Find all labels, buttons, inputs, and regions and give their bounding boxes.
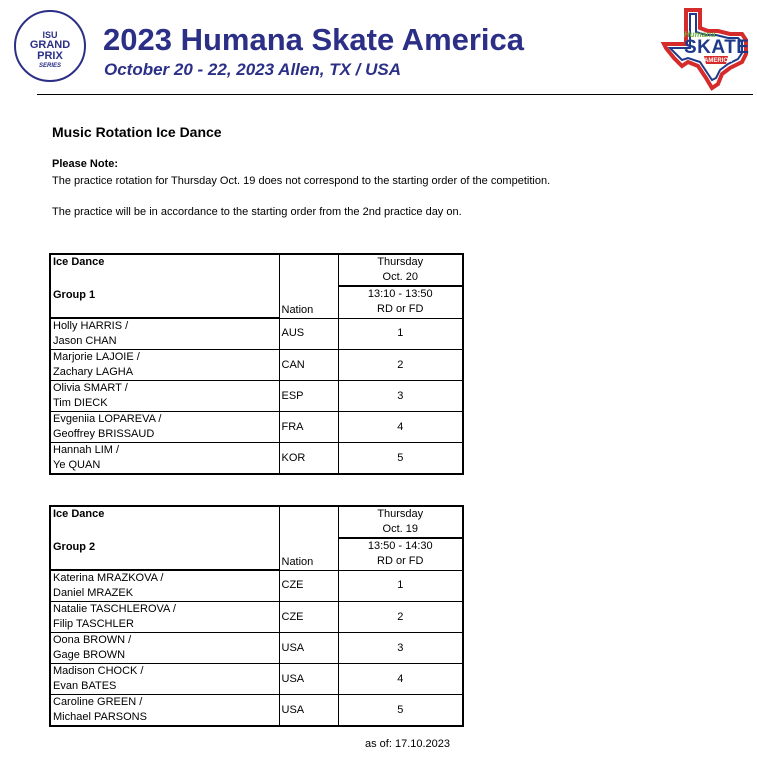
isu-logo-line1: ISU: [42, 30, 58, 40]
isu-logo-line2: GRAND: [29, 39, 71, 51]
partner-2: Daniel MRAZEK: [53, 587, 134, 599]
partner-1: Oona BROWN /: [53, 634, 132, 646]
event-subtitle: October 20 - 22, 2023 Allen, TX / USA: [104, 60, 401, 79]
partner-1: Madison CHOCK /: [53, 665, 144, 677]
skate-america-logo: [658, 4, 756, 92]
practice-day: Thursday: [377, 508, 424, 520]
practice-date: Oct. 19: [382, 523, 418, 535]
partner-1: Caroline GREEN /: [53, 696, 143, 708]
practice-time-cell: [338, 538, 463, 570]
partner-1: Holly HARRIS /: [53, 320, 129, 332]
table-row: [50, 350, 463, 381]
discipline-label: Ice Dance: [53, 508, 105, 520]
sponsor-humana: Humana: [684, 30, 716, 39]
practice-day: Thursday: [377, 256, 424, 268]
team-nation: FRA: [279, 412, 338, 443]
team-nation: CZE: [279, 570, 338, 602]
practice-time: 13:50 - 14:30: [367, 540, 433, 552]
team-names: [50, 602, 279, 633]
note-line-2: The practice will be in accordance to the starting order from the 2nd practice day on.: [52, 206, 462, 218]
team-nation: CZE: [279, 602, 338, 633]
partner-2: Geoffrey BRISSAUD: [53, 428, 155, 440]
team-nation: ESP: [279, 381, 338, 412]
practice-time-cell: [338, 286, 463, 318]
group-label: Group 1: [53, 289, 96, 301]
note-heading: Please Note:: [52, 158, 119, 170]
rotation-order: 3: [338, 633, 463, 664]
table-row: [50, 570, 463, 602]
rotation-table-group-1: [49, 253, 464, 475]
partner-1: Olivia SMART /: [53, 382, 128, 394]
practice-segment: RD or FD: [377, 555, 424, 567]
partner-1: Katerina MRAZKOVA /: [53, 572, 164, 584]
group-label: Group 2: [53, 541, 96, 553]
partner-1: Marjorie LAJOIE /: [53, 351, 140, 363]
rotation-order: 4: [338, 412, 463, 443]
event-title: 2023 Humana Skate America: [103, 22, 525, 57]
team-names: [50, 318, 279, 350]
partner-1: Evgeniia LOPAREVA /: [53, 413, 162, 425]
rotation-order: 3: [338, 381, 463, 412]
rotation-order: 2: [338, 350, 463, 381]
logo-skate-word: SKATE: [684, 37, 750, 58]
practice-segment: RD or FD: [377, 303, 424, 315]
rotation-order: 2: [338, 602, 463, 633]
team-nation: CAN: [279, 350, 338, 381]
partner-1: Hannah LIM /: [53, 444, 120, 456]
isu-grand-prix-logo: [14, 10, 86, 82]
partner-2: Michael PARSONS: [53, 711, 147, 723]
team-names: [50, 695, 279, 727]
as-of-date: as of: 17.10.2023: [365, 738, 451, 750]
practice-time: 13:10 - 13:50: [367, 288, 433, 300]
rotation-order: 1: [338, 318, 463, 350]
rotation-order: 1: [338, 570, 463, 602]
table-row: [50, 633, 463, 664]
partner-2: Zachary LAGHA: [53, 366, 134, 378]
logo-america-word: AMERICA: [704, 58, 732, 64]
table-row: [50, 695, 463, 727]
isu-logo-line3: PRIX: [37, 50, 63, 62]
team-names: [50, 443, 279, 475]
table-header-discipline: [50, 506, 279, 570]
table-row: [50, 381, 463, 412]
team-names: [50, 664, 279, 695]
practice-day-cell: [338, 506, 463, 538]
nation-header: Nation: [279, 254, 338, 318]
table-row: [50, 664, 463, 695]
nation-header: Nation: [279, 506, 338, 570]
note-line-1: The practice rotation for Thursday Oct. 19 does not correspond to the starting order of the competition.: [52, 175, 551, 187]
team-nation: USA: [279, 664, 338, 695]
partner-2: Gage BROWN: [53, 649, 126, 661]
table-header-discipline: [50, 254, 279, 318]
partner-2: Evan BATES: [53, 680, 117, 692]
header-divider: [37, 94, 753, 95]
rotation-table-group-2: [49, 505, 464, 727]
team-nation: USA: [279, 633, 338, 664]
partner-2: Tim DIECK: [53, 397, 108, 409]
discipline-label: Ice Dance: [53, 256, 105, 268]
document-title: Music Rotation Ice Dance: [52, 124, 222, 140]
partner-1: Natalie TASCHLEROVA /: [53, 603, 176, 615]
team-names: [50, 412, 279, 443]
team-names: [50, 570, 279, 602]
isu-logo-line4: SERIES: [38, 63, 61, 69]
rotation-order: 5: [338, 443, 463, 475]
team-names: [50, 381, 279, 412]
team-names: [50, 350, 279, 381]
team-nation: USA: [279, 695, 338, 727]
table-row: [50, 318, 463, 350]
team-nation: KOR: [279, 443, 338, 475]
partner-2: Filip TASCHLER: [53, 618, 134, 630]
practice-date: Oct. 20: [382, 271, 418, 283]
team-names: [50, 633, 279, 664]
rotation-order: 5: [338, 695, 463, 727]
partner-2: Jason CHAN: [53, 335, 117, 347]
practice-day-cell: [338, 254, 463, 286]
table-row: [50, 412, 463, 443]
rotation-order: 4: [338, 664, 463, 695]
table-row: [50, 443, 463, 475]
table-row: [50, 602, 463, 633]
team-nation: AUS: [279, 318, 338, 350]
partner-2: Ye QUAN: [53, 459, 101, 471]
